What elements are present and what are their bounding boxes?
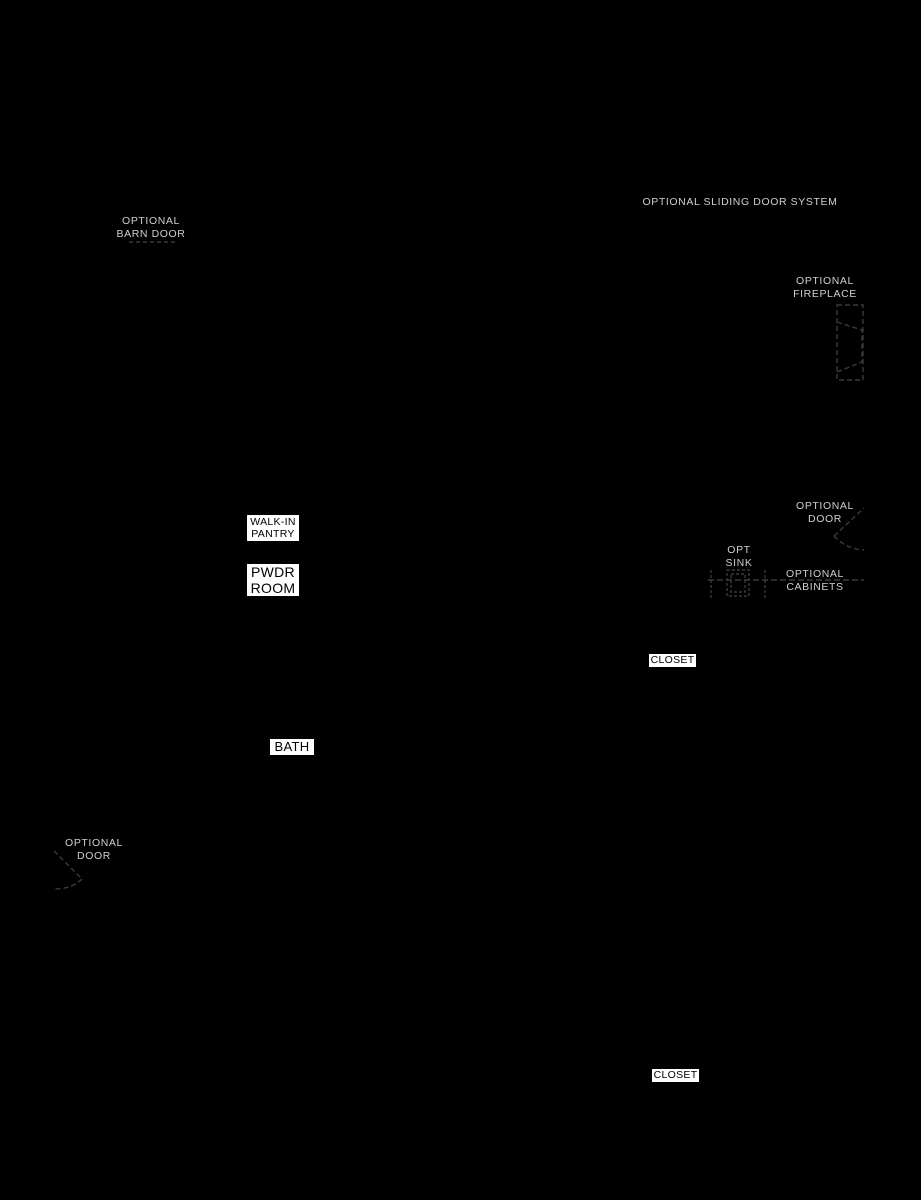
room-tag-powder: PWDR ROOM <box>247 564 299 596</box>
fireplace-symbol <box>837 305 863 380</box>
sink-label: OPT SINK <box>725 544 753 569</box>
fireplace-label: OPTIONAL FIREPLACE <box>793 275 857 300</box>
door-right-label: OPTIONAL DOOR <box>796 500 854 525</box>
room-tag-bath: BATH <box>270 739 314 755</box>
room-tag-closet-lower: CLOSET <box>653 1069 698 1081</box>
sliding-door-label: OPTIONAL SLIDING DOOR SYSTEM <box>642 196 838 208</box>
sink-symbol <box>711 570 765 598</box>
room-tag-pantry: WALK-IN PANTRY <box>247 515 299 541</box>
barn-door-label: OPTIONAL BARN DOOR <box>116 215 186 240</box>
door-left-label: OPTIONAL DOOR <box>65 837 123 862</box>
room-tag-closet-upper: CLOSET <box>650 654 695 666</box>
cabinets-label: OPTIONAL CABINETS <box>786 568 844 593</box>
